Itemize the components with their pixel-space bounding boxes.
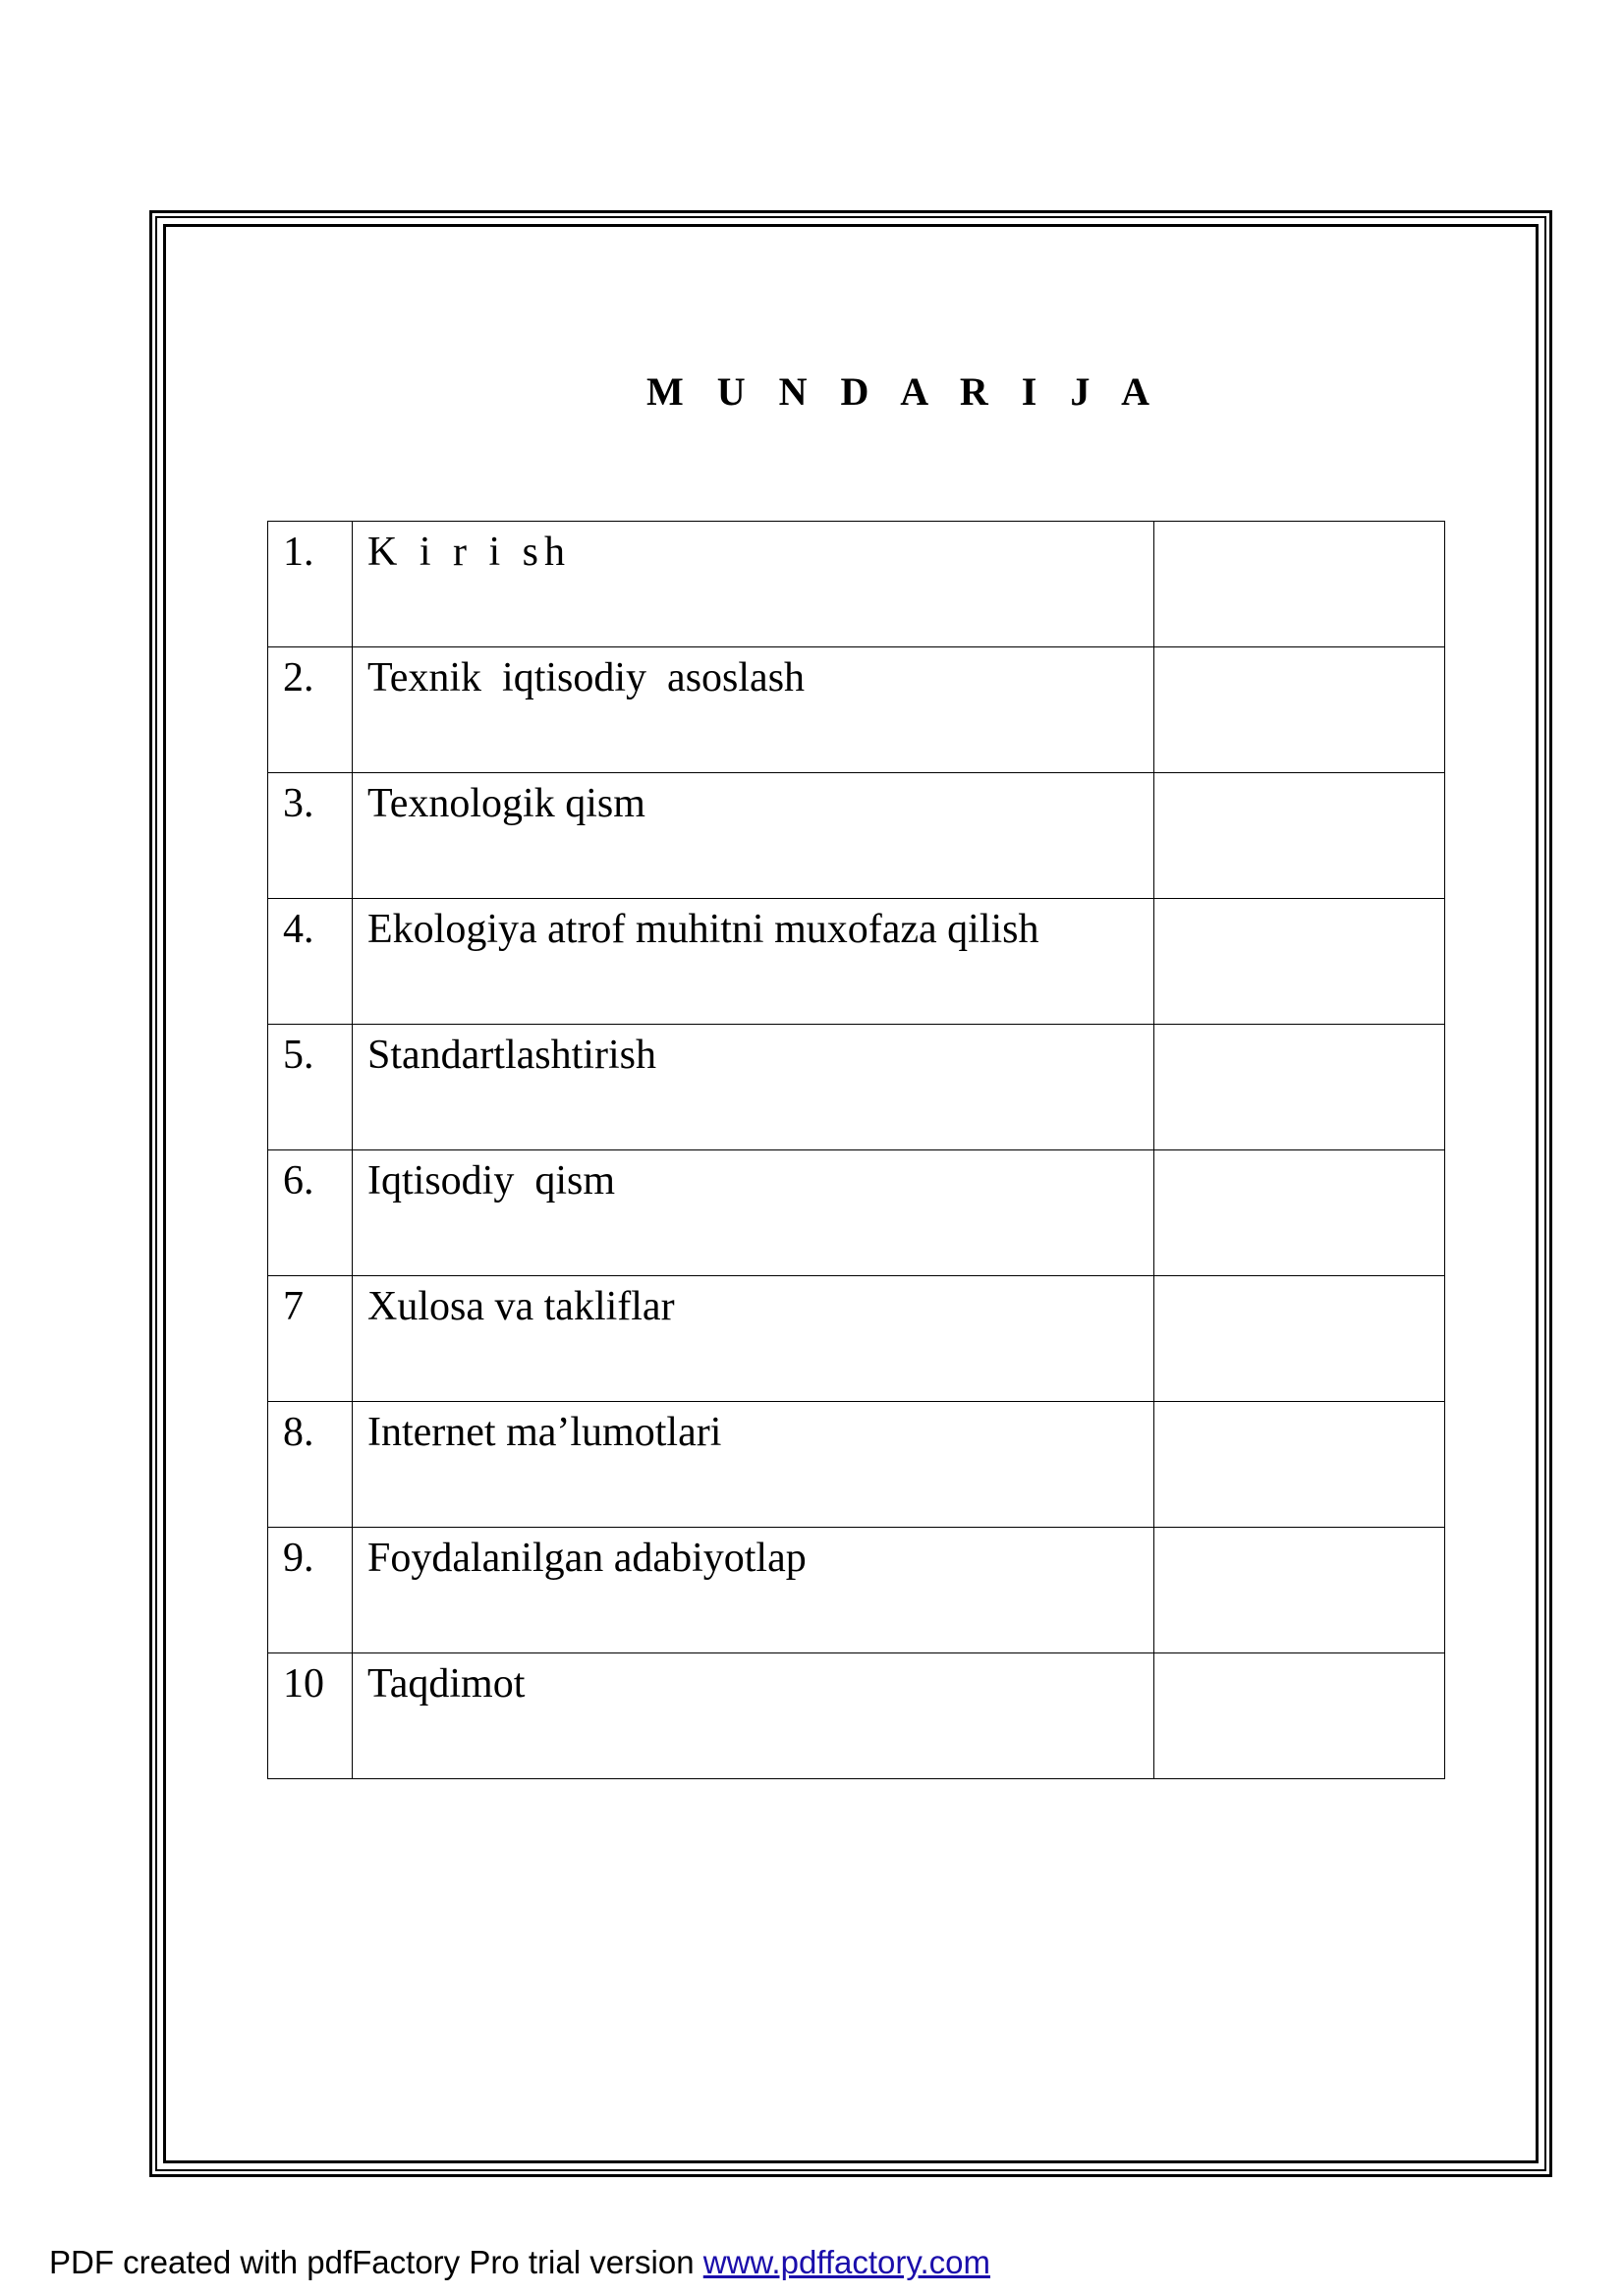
toc-page (1154, 1528, 1445, 1653)
toc-label: Standartlashtirish (353, 1025, 1154, 1150)
table-row (268, 1402, 1445, 1528)
toc-number: 10 (268, 1653, 353, 1779)
toc-label: Iqtisodiy qism (353, 1150, 1154, 1276)
toc-number: 9. (268, 1528, 353, 1653)
toc-page (1154, 647, 1445, 773)
table-row (268, 1276, 1445, 1402)
footer-text: PDF created with pdfFactory Pro trial version (49, 2244, 703, 2280)
toc-label: Xulosa va takliflar (353, 1276, 1154, 1402)
toc-number: 2. (268, 647, 353, 773)
toc-label: Taqdimot (353, 1653, 1154, 1779)
toc-label: Texnologik qism (353, 773, 1154, 899)
toc-label: Foydalanilgan adabiyotlap (353, 1528, 1154, 1653)
toc-page (1154, 899, 1445, 1025)
toc-label: K i r i sh (353, 522, 1154, 647)
table-row (268, 1150, 1445, 1276)
pdf-footer-note (49, 2244, 990, 2281)
table-row (268, 773, 1445, 899)
table-row (268, 522, 1445, 647)
table-row (268, 647, 1445, 773)
table-row (268, 1025, 1445, 1150)
toc-label: Texnik iqtisodiy asoslash (353, 647, 1154, 773)
toc-page (1154, 773, 1445, 899)
toc-label: Ekologiya atrof muhitni muxofaza qilish (353, 899, 1154, 1025)
table-of-contents (267, 521, 1445, 1779)
toc-page (1154, 1025, 1445, 1150)
page-title: M U N D A R I J A (645, 369, 1162, 414)
toc-number: 8. (268, 1402, 353, 1528)
toc-page (1154, 522, 1445, 647)
table-row (268, 1528, 1445, 1653)
toc-number: 4. (268, 899, 353, 1025)
toc-label: Internet ma’lumotlari (353, 1402, 1154, 1528)
toc-number: 3. (268, 773, 353, 899)
toc-page (1154, 1653, 1445, 1779)
table-row (268, 899, 1445, 1025)
pdffactory-link[interactable]: www.pdffactory.com (702, 2244, 990, 2280)
toc-page (1154, 1150, 1445, 1276)
toc-page (1154, 1276, 1445, 1402)
toc-page (1154, 1402, 1445, 1528)
toc-number: 7 (268, 1276, 353, 1402)
toc-number: 1. (268, 522, 353, 647)
table-row (268, 1653, 1445, 1779)
toc-number: 5. (268, 1025, 353, 1150)
toc-number: 6. (268, 1150, 353, 1276)
